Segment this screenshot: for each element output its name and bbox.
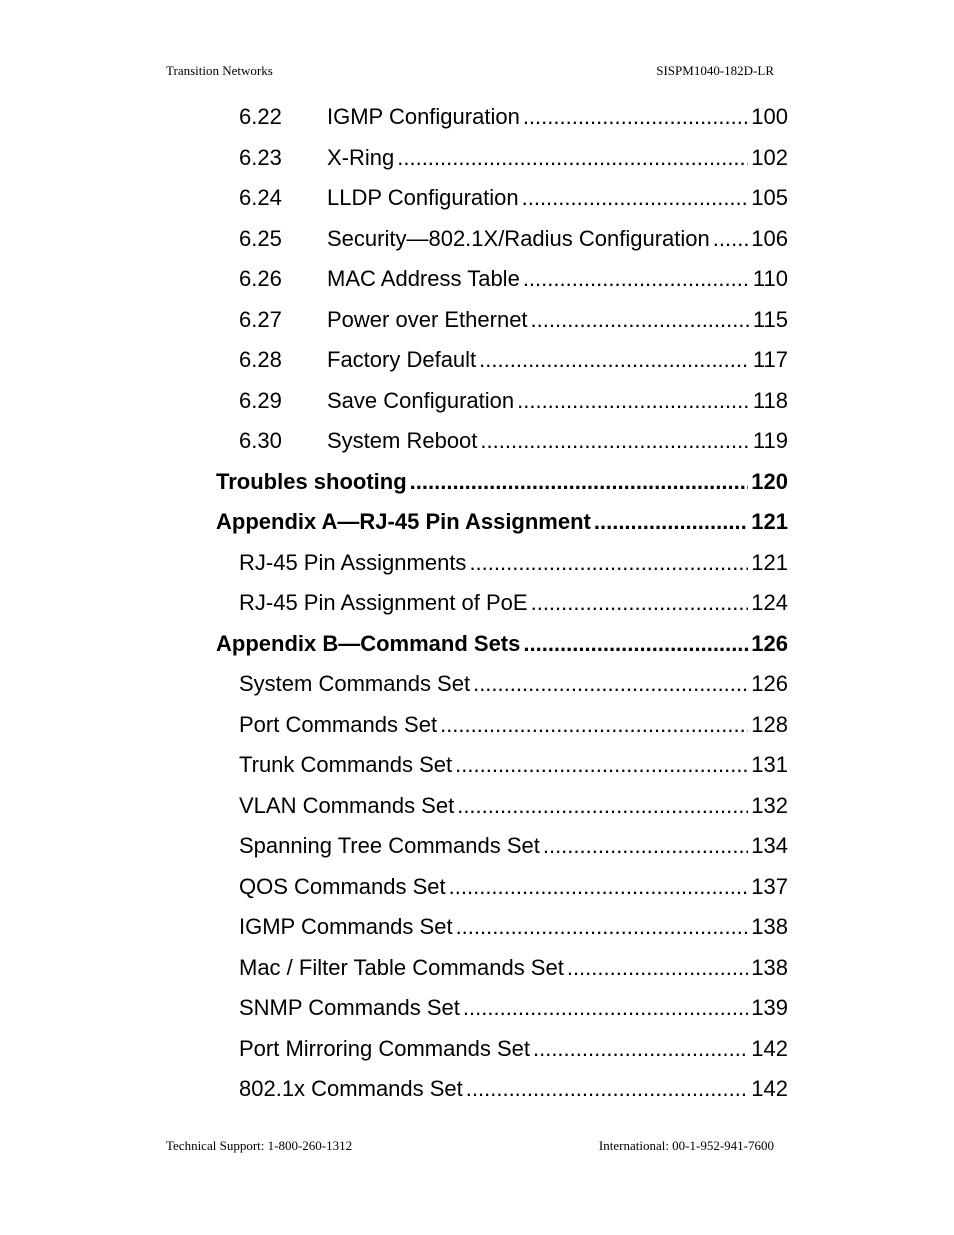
toc-entry-page: 120 <box>751 468 788 494</box>
toc-entry[interactable] <box>239 181 788 211</box>
toc-entry-title: Security—802.1X/Radius Configuration <box>327 225 710 251</box>
toc-entry-page: 106 <box>751 225 788 251</box>
toc-entry[interactable] <box>239 141 788 171</box>
toc-entry[interactable] <box>239 262 788 292</box>
toc-entry-number: 6.28 <box>239 347 282 372</box>
toc-entry-page: 121 <box>751 509 788 534</box>
toc-entry-number: 6.22 <box>239 104 282 129</box>
dot-leader <box>710 226 749 252</box>
toc-entry[interactable] <box>239 748 788 778</box>
toc-entry-page: 134 <box>751 833 788 858</box>
toc-entry[interactable] <box>239 100 788 130</box>
toc-entry[interactable] <box>239 789 788 819</box>
toc-entry-page: 105 <box>751 185 788 210</box>
toc-entry-page: 142 <box>751 1035 788 1061</box>
toc-entry[interactable] <box>239 1072 788 1102</box>
toc-entry-title: IGMP Commands Set <box>239 914 453 939</box>
toc-entry-page: 131 <box>751 752 788 777</box>
toc-entry-number: 6.29 <box>239 387 282 413</box>
toc-entry[interactable] <box>239 829 788 859</box>
dot-leader <box>453 914 749 940</box>
toc-entry-page: 124 <box>751 590 788 615</box>
dot-leader <box>460 995 748 1021</box>
toc-entry-title: X-Ring <box>327 144 395 170</box>
dot-leader <box>528 307 750 333</box>
toc-entry-page: 132 <box>751 792 788 818</box>
toc-entry-page: 119 <box>752 428 788 453</box>
toc-entry-title: QOS Commands Set <box>239 873 446 899</box>
dot-leader <box>476 347 750 373</box>
toc-entry-page: 137 <box>751 873 788 899</box>
toc-entry-title: 802.1x Commands Set <box>239 1076 463 1101</box>
toc-entry-title: Port Commands Set <box>239 711 438 737</box>
toc-entry[interactable] <box>239 667 788 697</box>
dot-leader <box>540 833 748 859</box>
dot-leader <box>466 550 748 576</box>
toc-entry-title: VLAN Commands Set <box>239 792 455 818</box>
toc-entry-title: Mac / Filter Table Commands Set <box>239 954 564 980</box>
toc-entry[interactable] <box>239 424 788 454</box>
dot-leader <box>530 1036 748 1062</box>
dot-leader <box>452 752 748 778</box>
toc-entry-number: 6.30 <box>239 428 282 453</box>
toc-entry-number: 6.23 <box>239 144 282 170</box>
toc-entry[interactable] <box>239 951 788 981</box>
toc-entry-title: RJ-45 Pin Assignments <box>239 549 467 575</box>
dot-leader <box>470 671 748 697</box>
toc-entry-page: 102 <box>751 144 788 170</box>
toc-entry-title: MAC Address Table <box>327 266 520 291</box>
toc-entry[interactable] <box>239 708 788 738</box>
toc-entry-page: 139 <box>751 995 788 1020</box>
toc-entry-title: Power over Ethernet <box>327 306 528 332</box>
dot-leader <box>454 793 748 819</box>
toc-entry[interactable] <box>239 546 788 576</box>
toc-entry-page: 126 <box>751 630 788 656</box>
toc-entry-page: 142 <box>751 1076 788 1101</box>
dot-leader <box>528 590 749 616</box>
footer-left: Technical Support: 1-800-260-1312 <box>166 1138 353 1153</box>
dot-leader <box>463 1076 749 1102</box>
toc-entry-title: Trunk Commands Set <box>239 752 453 777</box>
toc-entry[interactable] <box>216 627 788 657</box>
dot-leader <box>591 509 748 535</box>
dot-leader <box>477 428 750 454</box>
toc-entry-title: Spanning Tree Commands Set <box>239 833 540 858</box>
toc-entry[interactable] <box>239 1032 788 1062</box>
dot-leader <box>520 104 748 130</box>
header-left: Transition Networks <box>166 63 273 78</box>
toc-entry-title: System Reboot <box>327 428 478 453</box>
toc-entry-title: SNMP Commands Set <box>239 995 460 1020</box>
toc-entry[interactable] <box>239 343 788 373</box>
toc-entry-page: 121 <box>751 549 788 575</box>
dot-leader <box>520 631 748 657</box>
toc-entry-page: 117 <box>752 347 788 372</box>
toc-entry-page: 100 <box>751 104 788 129</box>
toc-entry[interactable] <box>239 586 788 616</box>
dot-leader <box>394 145 748 171</box>
dot-leader <box>514 388 750 414</box>
dot-leader <box>564 955 748 981</box>
footer-right: International: 00-1-952-941-7600 <box>598 1138 774 1153</box>
toc-entry-page: 118 <box>752 387 788 413</box>
toc-entry[interactable] <box>239 870 788 900</box>
toc-entry-title: Appendix A—RJ-45 Pin Assignment <box>216 509 591 534</box>
toc-entry-page: 128 <box>751 711 788 737</box>
toc-entry-number: 6.25 <box>239 225 282 251</box>
toc-entry-number: 6.24 <box>239 185 282 210</box>
toc-entry-page: 126 <box>751 671 788 696</box>
toc-entry-title: RJ-45 Pin Assignment of PoE <box>239 590 528 615</box>
toc-entry[interactable] <box>239 991 788 1021</box>
toc-entry[interactable] <box>239 910 788 940</box>
dot-leader <box>519 185 749 211</box>
toc-entry-number: 6.26 <box>239 266 282 291</box>
toc-entry[interactable] <box>239 303 788 333</box>
toc-entry-page: 138 <box>751 914 788 939</box>
toc-entry-title: Appendix B—Command Sets <box>216 630 521 656</box>
toc-entry-page: 115 <box>752 306 788 332</box>
header-right: SISPM1040-182D-LR <box>656 63 774 78</box>
toc-entry-title: LLDP Configuration <box>327 185 519 210</box>
toc-entry-title: Port Mirroring Commands Set <box>239 1035 530 1061</box>
toc-entry-page: 138 <box>751 954 788 980</box>
toc-entry-title: IGMP Configuration <box>327 104 520 129</box>
dot-leader <box>520 266 750 292</box>
toc-entry[interactable] <box>239 222 788 252</box>
toc-entry-title: System Commands Set <box>239 671 471 696</box>
toc-entry-title: Save Configuration <box>327 387 515 413</box>
toc-entry[interactable] <box>216 505 788 535</box>
toc-entry-page: 110 <box>752 266 788 291</box>
toc-entry[interactable] <box>239 384 788 414</box>
toc-entry-title: Troubles shooting <box>216 468 407 494</box>
dot-leader <box>407 469 749 495</box>
toc-entry[interactable] <box>216 465 788 495</box>
dot-leader <box>437 712 748 738</box>
toc-entry-number: 6.27 <box>239 306 282 332</box>
toc-entry-title: Factory Default <box>327 347 477 372</box>
dot-leader <box>446 874 749 900</box>
